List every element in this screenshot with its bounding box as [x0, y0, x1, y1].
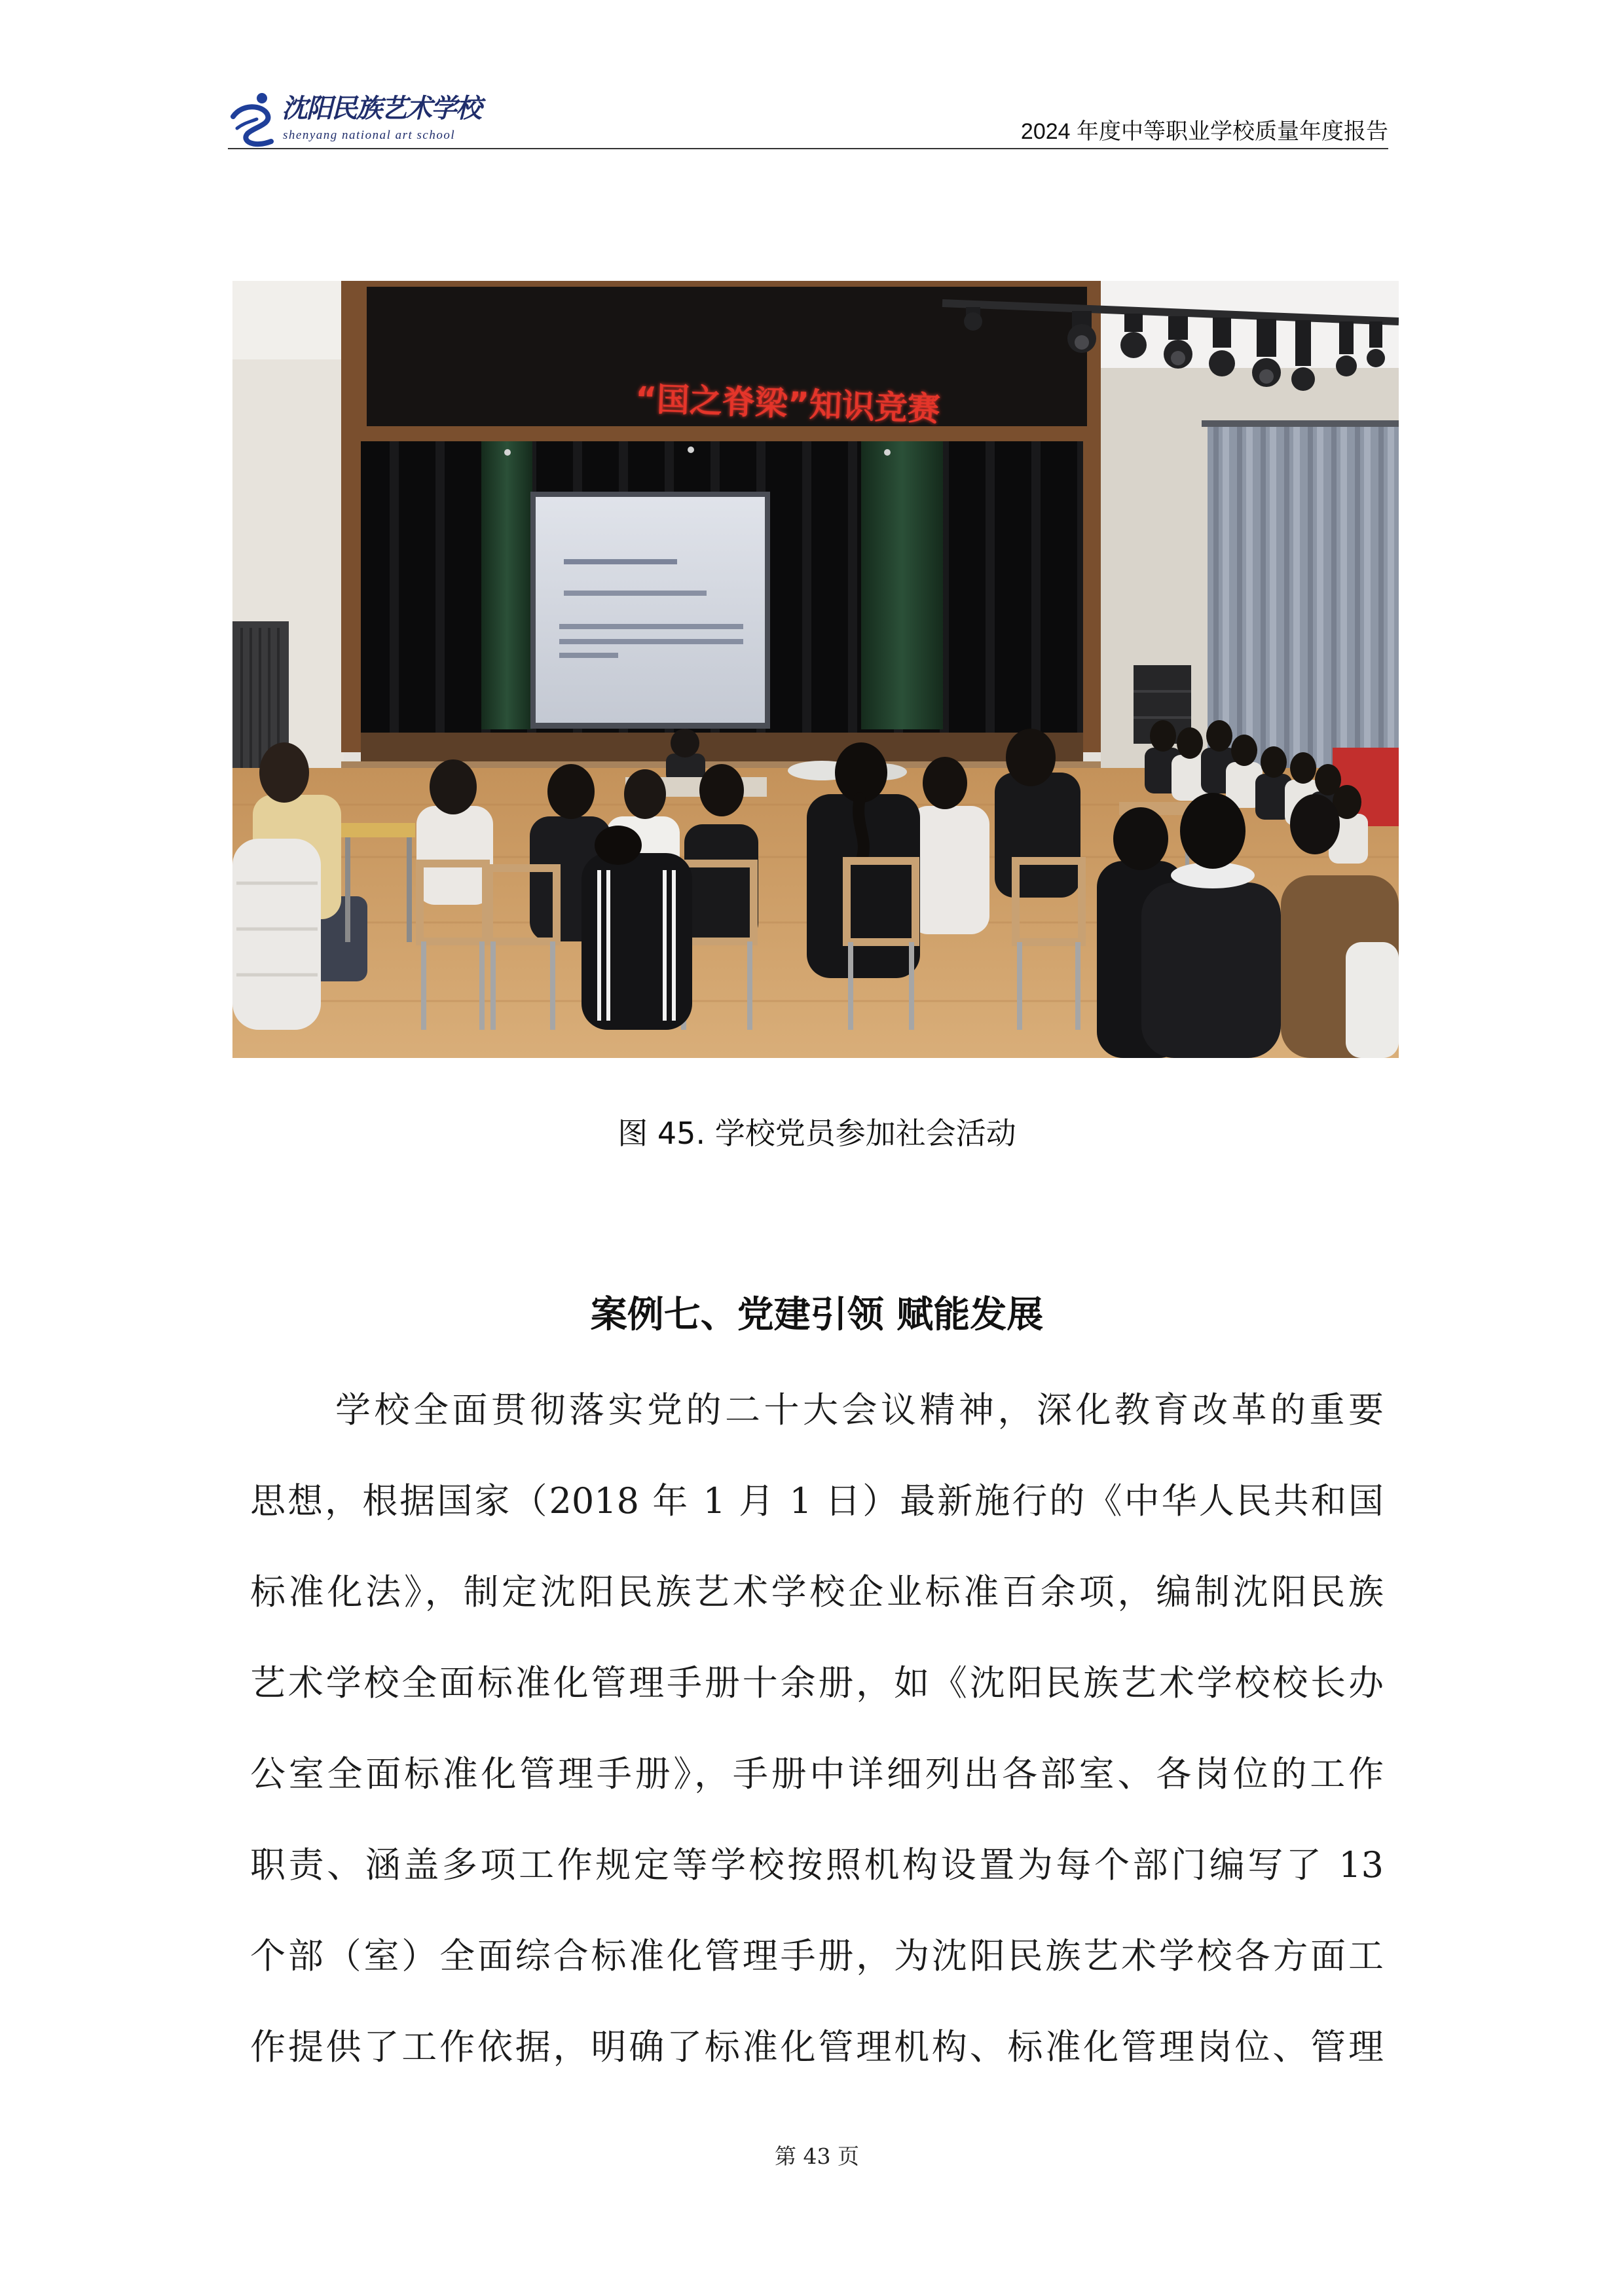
student-hair — [1113, 807, 1168, 870]
light-head — [1120, 332, 1147, 358]
light-yoke — [1339, 321, 1354, 354]
student-hair — [259, 742, 309, 803]
page-number: 第 43 页 — [775, 2143, 859, 2169]
light-yoke — [1257, 319, 1276, 357]
student-white-puffer — [232, 839, 321, 1030]
stage-curtain-green-left — [481, 441, 532, 729]
stage — [341, 281, 1101, 768]
paragraph-line: 职责、涵盖多项工作规定等学校按照机构设置为每个部门编写了 13 — [250, 1844, 1384, 1886]
light-lens — [1259, 369, 1274, 384]
stage-light — [1367, 321, 1385, 367]
student-hair — [1206, 720, 1232, 752]
case-heading: 案例七、党建引领 赋能发展 — [590, 1293, 1044, 1336]
student-ponytail-hair — [858, 798, 864, 857]
paragraph-line: 学校全面贯彻落实党的二十大会议精神，深化教育改革的重要 — [335, 1389, 1384, 1430]
stage-curtain-green-right — [861, 441, 943, 729]
small-desk — [341, 823, 415, 837]
student-hair — [1261, 746, 1287, 778]
left-ceiling — [232, 281, 344, 359]
student-coat — [995, 773, 1080, 898]
school-logo-name-en: shenyang national art school — [283, 128, 456, 142]
student-white-puffer — [1346, 942, 1399, 1058]
case-body-paragraph — [250, 1364, 1384, 2092]
student-coat — [232, 839, 321, 1030]
light-head — [1291, 367, 1315, 391]
student-hair — [923, 757, 967, 809]
student-hair — [1180, 793, 1246, 869]
report-title: 2024 年度中等职业学校质量年度报告 — [1020, 119, 1388, 144]
student-coat — [416, 806, 493, 905]
student-hair — [1150, 720, 1176, 752]
curtain-rail — [1202, 420, 1399, 427]
student-coat — [910, 806, 989, 934]
slide-text-line — [559, 639, 743, 644]
light-yoke — [1369, 321, 1382, 348]
paragraph-line: 作提供了工作依据，明确了标准化管理机构、标准化管理岗位、管理 — [250, 2026, 1384, 2068]
header-divider — [228, 148, 1388, 149]
light-head — [1336, 355, 1357, 376]
judge-head — [671, 729, 699, 757]
student-hair — [1177, 727, 1203, 759]
student-hair — [1290, 794, 1340, 854]
slide-text-line — [564, 591, 707, 596]
light-head — [1209, 350, 1235, 376]
student-hair — [547, 764, 595, 819]
stage-spotlight — [884, 449, 891, 456]
stage-floor — [361, 733, 1083, 764]
stage-light — [964, 307, 982, 331]
stage-spotlight — [688, 446, 694, 453]
student-coat — [1141, 883, 1281, 1058]
light-head — [1367, 349, 1385, 367]
light-yoke — [1168, 316, 1188, 340]
light-lens — [1171, 351, 1185, 365]
logo-head-dot — [257, 93, 267, 103]
light-yoke — [1295, 320, 1311, 366]
light-head — [964, 312, 982, 331]
light-yoke — [1124, 314, 1143, 332]
slide-text-line — [564, 559, 677, 564]
student-hair — [595, 826, 642, 865]
light-yoke — [1213, 318, 1231, 348]
paragraph-line: 标准化法》，制定沈阳民族艺术学校企业标准百余项，编制沈阳民族 — [250, 1571, 1384, 1613]
paragraph-line: 艺术学校全面标准化管理手册十余册，如《沈阳民族艺术学校校长办 — [250, 1662, 1384, 1704]
window-curtains — [1208, 427, 1399, 780]
screen-surface — [536, 497, 765, 723]
student-hair — [430, 759, 477, 814]
student-hair — [699, 764, 744, 816]
student-hair — [1290, 752, 1316, 784]
stage-light — [1120, 314, 1147, 358]
slide-text-line — [559, 653, 618, 658]
led-banner-text: “国之脊梁”知识竞赛 — [635, 379, 941, 429]
school-logo-icon — [228, 89, 280, 148]
paragraph-line: 个部（室）全面综合标准化管理手册，为沈阳民族艺术学校各方面工 — [250, 1935, 1384, 1977]
projection-screen — [530, 492, 770, 729]
figure-caption: 图 45. 学校党员参加社会活动 — [618, 1116, 1016, 1151]
student-hair — [624, 769, 666, 819]
school-logo-name-cn: 沈阳民族艺术学校 — [282, 93, 481, 124]
paragraph-line: 公室全面标准化管理手册》，手册中详细列出各部室、各岗位的工作 — [250, 1753, 1384, 1795]
slide-text-line — [559, 624, 743, 629]
student-hair — [1231, 735, 1257, 766]
paragraph-line: 思想，根据国家（2018 年 1 月 1 日）最新施行的《中华人民共和国 — [250, 1480, 1384, 1522]
student-hair — [1006, 729, 1056, 786]
stage-spotlight — [504, 449, 511, 456]
event-photo — [232, 281, 1399, 1058]
student-coat — [684, 824, 758, 941]
student-tracksuit — [581, 826, 692, 1030]
light-lens — [1075, 335, 1089, 350]
stage-light — [1209, 318, 1235, 376]
